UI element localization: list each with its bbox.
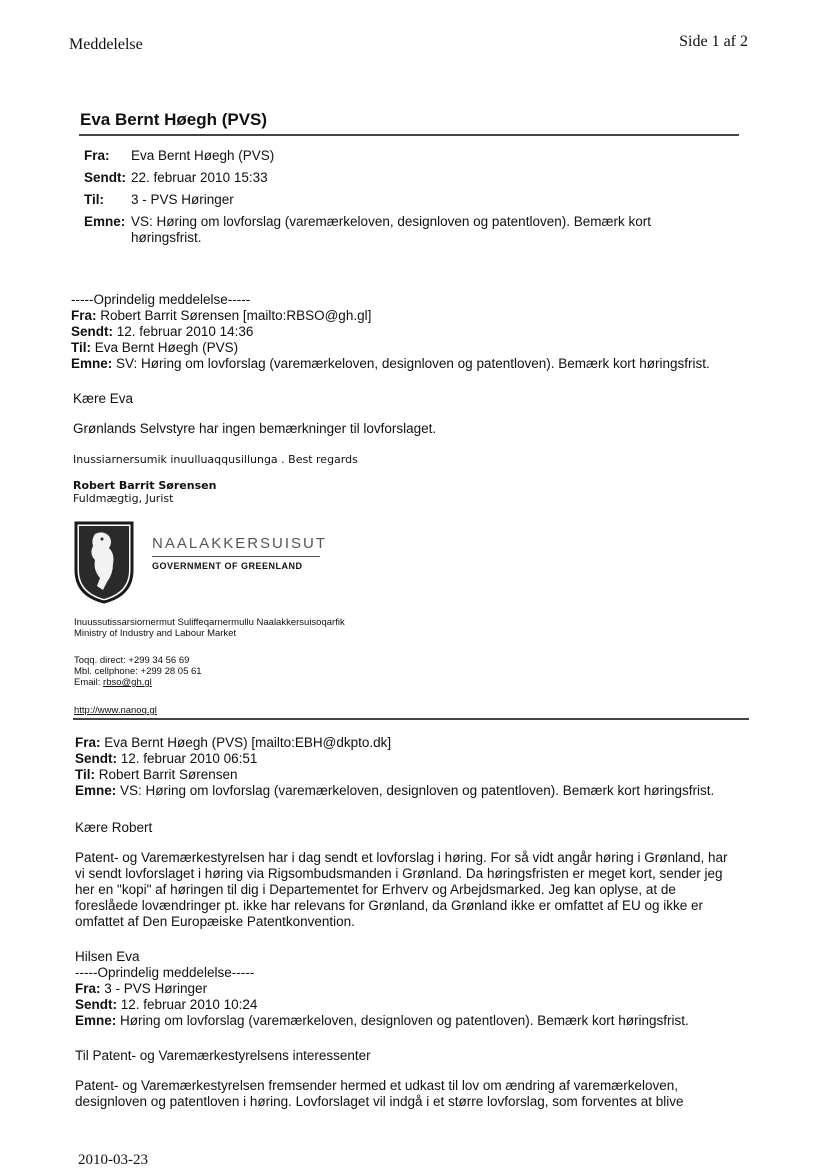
msg3-sent: 12. februar 2010 10:24 [120, 997, 258, 1012]
page-number: Side 1 af 2 [679, 33, 748, 50]
msg3-from: 3 - PVS Høringer [104, 981, 208, 996]
cell-phone: Mbl. cellphone: +299 28 05 61 [74, 666, 202, 677]
logo-divider [152, 556, 320, 557]
msg2-subject-label: Emne: [75, 783, 117, 798]
msg3-body-line: Patent- og Varemærkestyrelsen fremsender hermed et udkast til lov om ændring af varemærkeloven, [75, 1078, 679, 1093]
msg2-body-line: her en "kopi" af høringen til dig i Departementet for Erhverv og Arbejdsmarked. Jeg kan oplyse, at de [75, 882, 676, 897]
msg3-subject: Høring om lovforslag (varemærkeloven, designloven og patentloven). Bemærk kort høringsfrist. [120, 1013, 689, 1028]
msg1-to-row [71, 340, 771, 356]
msg2-greeting: Kære Robert [75, 820, 153, 835]
header-subject-row [84, 214, 691, 246]
msg1-subject-row [71, 356, 771, 372]
to-value: 3 - PVS Høringer [131, 192, 234, 207]
signature-title: Fuldmægtig, Jurist [73, 492, 174, 505]
msg3-subject-row [75, 1013, 775, 1029]
sent-value: 22. februar 2010 15:33 [131, 170, 268, 185]
msg2-subject-row [75, 783, 775, 799]
msg1-body: Grønlands Selvstyre har ingen bemærkninger til lovforslaget. [73, 421, 437, 436]
title-divider [79, 134, 739, 136]
msg2-body-line: vi sendt lovforslaget i høring via Rigsombudsmanden i Grønland. Da høringsfristen er meget kort, sender jeg [75, 866, 723, 881]
msg1-greeting: Kære Eva [73, 391, 134, 406]
msg2-body-line: Patent- og Varemærkestyrelsen har i dag sendt et lovforslag i høring. For så vidt angår høring i Grønland, har [75, 850, 728, 865]
msg2-to-label: Til: [75, 767, 95, 782]
subject-label: Emne: [84, 214, 126, 229]
department-english: Ministry of Industry and Labour Market [74, 628, 237, 639]
msg3-body-line: designloven og patentloven i høring. Lovforslaget vil indgå i et større lovforslag, som forventes at blive [75, 1094, 684, 1109]
msg2-from: Eva Bernt Høegh (PVS) [mailto:EBH@dkpto.dk] [104, 735, 392, 750]
email-row [74, 677, 202, 688]
original-message-separator: -----Oprindelig meddelelse----- [71, 292, 251, 307]
email-header [84, 148, 691, 252]
page-header-title: Meddelelse [69, 36, 143, 53]
msg2-from-label: Fra: [75, 735, 101, 750]
message-divider [73, 718, 749, 720]
document-title: Eva Bernt Høegh (PVS) [80, 110, 268, 129]
msg3-from-row [75, 981, 775, 997]
msg3-sent-row [75, 997, 775, 1013]
header-sent-row [84, 170, 691, 186]
contact-info [74, 655, 202, 688]
department-name [74, 617, 345, 639]
msg1-to-label: Til: [71, 340, 91, 355]
msg1-to: Eva Bernt Høegh (PVS) [94, 340, 239, 355]
greenland-coat-of-arms-icon [73, 520, 135, 604]
subject-line-2: høringsfrist. [131, 230, 202, 245]
logo-subtitle: GOVERNMENT OF GREENLAND [152, 561, 303, 571]
print-date: 2010-03-23 [78, 1152, 148, 1168]
sent-label: Sendt: [84, 170, 126, 185]
email-label: Email: [74, 677, 104, 688]
msg2-body [75, 850, 765, 930]
message-3-header [75, 949, 775, 1029]
msg1-subject: SV: Høring om lovforslag (varemærkeloven, designloven og patentloven). Bemærk kort høringsfrist. [116, 356, 710, 371]
msg2-to: Robert Barrit Sørensen [98, 767, 238, 782]
header-from-row [84, 148, 691, 164]
email-link[interactable]: rbso@gh.gl [103, 677, 152, 688]
msg2-sent: 12. februar 2010 06:51 [120, 751, 258, 766]
department-greenlandic: Inuussutissarsiornermut Suliffeqarnermullu Naalakkersuisoqarfik [74, 617, 345, 628]
msg2-sent-label: Sendt: [75, 751, 117, 766]
msg3-sent-label: Sendt: [75, 997, 117, 1012]
msg1-sent: 12. februar 2010 14:36 [116, 324, 254, 339]
msg1-sent-row [71, 324, 771, 340]
signature-name: Robert Barrit Sørensen [73, 479, 217, 492]
message-1-header [71, 292, 771, 372]
msg2-subject: VS: Høring om lovforslag (varemærkeloven, designloven og patentloven). Bemærk kort høringsfrist. [120, 783, 715, 798]
msg1-subject-label: Emne: [71, 356, 113, 371]
direct-phone: Toqq. direct: +299 34 56 69 [74, 655, 190, 666]
msg2-sign-off: Hilsen Eva [75, 949, 140, 964]
header-to-row [84, 192, 691, 208]
msg2-from-row [75, 735, 775, 751]
msg2-sent-row [75, 751, 775, 767]
msg3-subject-label: Emne: [75, 1013, 117, 1028]
logo-name: NAALAKKERSUISUT [152, 535, 328, 552]
from-value: Eva Bernt Høegh (PVS) [131, 148, 275, 163]
msg2-body-line: omfattet af Den Europæiske Patentkonvention. [75, 914, 355, 929]
msg1-closing: Inussiarnersumik inuulluaqqusillunga . Best regards [73, 453, 358, 466]
msg2-to-row [75, 767, 775, 783]
original-message-separator: -----Oprindelig meddelelse----- [75, 965, 255, 980]
msg3-greeting: Til Patent- og Varemærkestyrelsens interessenter [75, 1048, 371, 1063]
msg1-from-row [71, 308, 771, 324]
message-2-header [75, 735, 775, 799]
msg3-from-label: Fra: [75, 981, 101, 996]
msg1-from: Robert Barrit Sørensen [mailto:RBSO@gh.gl] [100, 308, 372, 323]
from-label: Fra: [84, 148, 110, 163]
msg2-body-line: foreslåede lovændringer pt. ikke har relevans for Grønland, da Grønland ikke er omfattet af EU og ikke er [75, 898, 704, 913]
subject-value [131, 214, 691, 246]
msg3-body [75, 1078, 765, 1110]
msg1-sent-label: Sendt: [71, 324, 113, 339]
website-link[interactable]: http://www.nanoq.gl [74, 705, 157, 716]
to-label: Til: [84, 192, 104, 207]
subject-line-1: VS: Høring om lovforslag (varemærkeloven, designloven og patentloven). Bemærk kort [131, 214, 651, 229]
msg1-from-label: Fra: [71, 308, 97, 323]
